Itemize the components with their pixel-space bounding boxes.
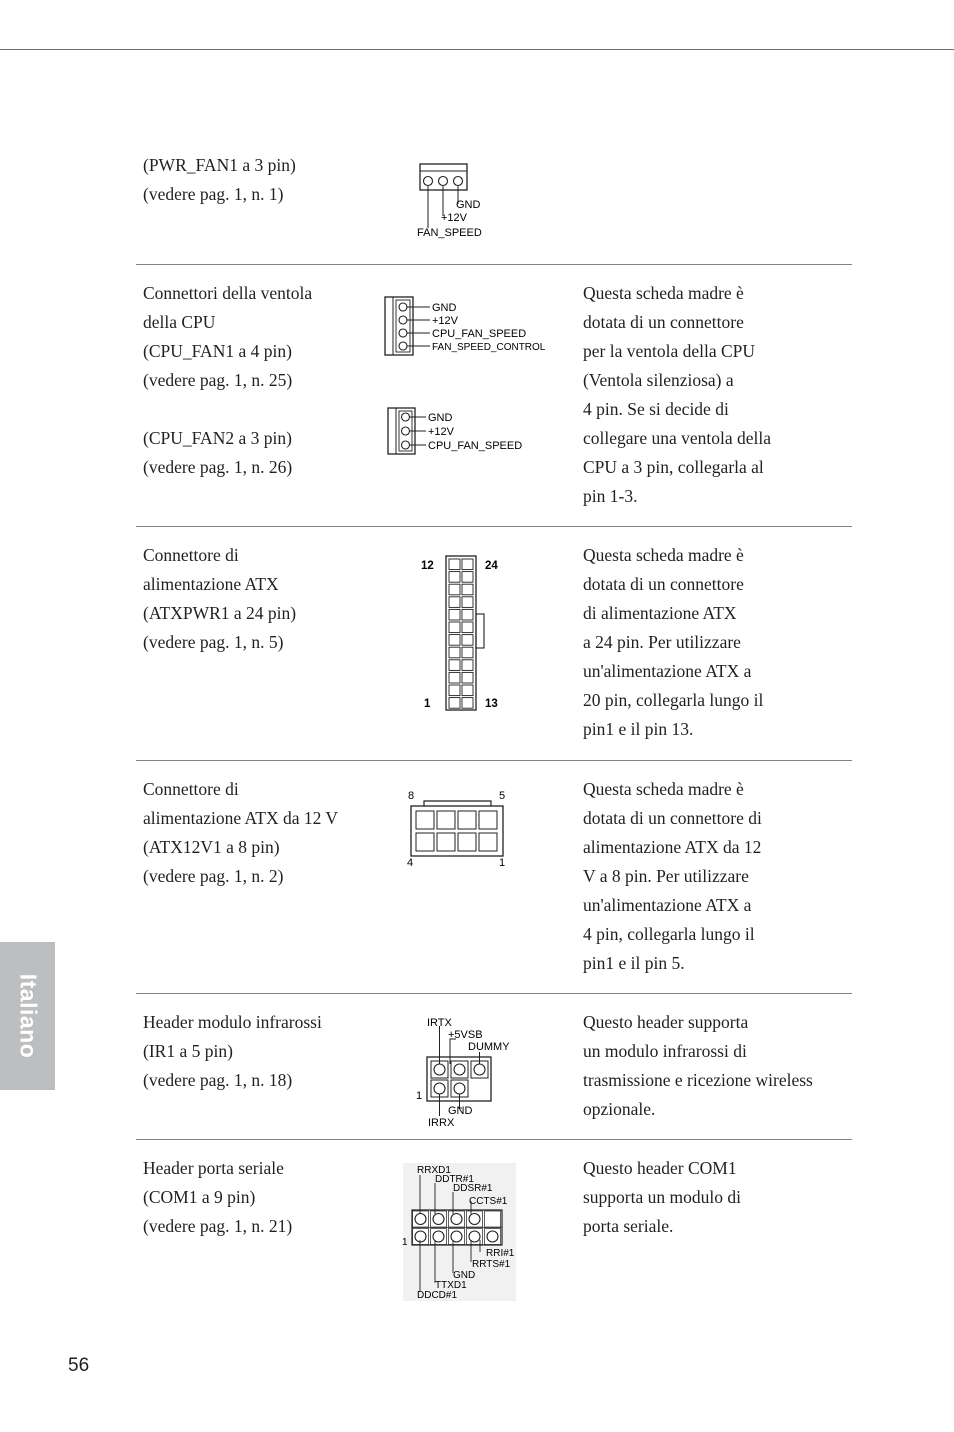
atx24-pin <box>449 660 460 671</box>
pin-label: FAN_SPEED <box>417 227 482 239</box>
com1-pinout-diagram <box>395 1161 520 1303</box>
pin-label: TTXD1 <box>435 1280 467 1291</box>
pin-number-label: 1 <box>424 698 431 710</box>
pin-number-label: 24 <box>485 560 498 572</box>
page-number: 56 <box>68 1355 90 1376</box>
com1-explanation: Questo header COM1 supporta un modulo di porta seriale. <box>583 1158 741 1236</box>
pwr-fan1-pinout-diagram <box>410 158 510 244</box>
pin-number-label: 5 <box>499 790 506 802</box>
pin-label: +12V <box>428 426 454 438</box>
atx24-pin <box>449 672 460 683</box>
atx12v-pin <box>416 833 434 851</box>
atxpwr1-pinout-diagram <box>415 552 510 716</box>
atx12v-pin <box>458 833 476 851</box>
pin-label: CPU_FAN_SPEED <box>428 440 523 452</box>
pin-label: FAN_SPEED_CONTROL <box>432 342 546 353</box>
atx24-pin <box>449 597 460 608</box>
pin-label: +12V <box>432 315 458 327</box>
atx12v1-description: Connettore di alimentazione ATX da 12 V (ATX12V1 a 8 pin) (vedere pag. 1, n. 2) <box>143 779 339 886</box>
atx12v-pin <box>437 811 455 829</box>
atx24-pin <box>449 635 460 646</box>
cpu-fan2-pinout-diagram <box>380 402 530 460</box>
atx24-pin <box>449 584 460 595</box>
atx24-pin <box>462 572 473 583</box>
pin-label: RRI#1 <box>486 1248 515 1259</box>
ir1-explanation: Questo header supporta un modulo infrarossi di trasmissione e ricezione wireless opzionale. <box>583 1012 813 1119</box>
atx24-pin <box>462 685 473 696</box>
atx24-pin <box>449 559 460 570</box>
pin-label: DDCD#1 <box>417 1290 458 1301</box>
pin-label: GND <box>432 302 457 314</box>
cpu-fan1-pinout-diagram <box>380 292 552 360</box>
pin-label: IRRX <box>428 1117 455 1129</box>
pin-number-label: 1 <box>402 1237 408 1248</box>
pin-label: CPU_FAN_SPEED <box>432 328 527 340</box>
atx24-pin <box>449 572 460 583</box>
atx24-pin <box>462 609 473 620</box>
atx24-pin <box>462 559 473 570</box>
pin-label: CCTS#1 <box>469 1196 508 1207</box>
atx24-pin <box>462 660 473 671</box>
atx24-pin <box>449 685 460 696</box>
language-side-tab <box>0 942 55 1090</box>
pin-number-label: 1 <box>499 857 506 869</box>
pin-number-label: 8 <box>408 790 415 802</box>
pin-label: +12V <box>441 212 467 224</box>
atx12v-pin <box>479 833 497 851</box>
pin-label: GND <box>428 412 453 424</box>
pin-label: GND <box>456 199 481 211</box>
pin-label: DUMMY <box>468 1041 510 1053</box>
pin-label: GND <box>453 1270 476 1281</box>
section-divider <box>136 264 852 265</box>
section-divider <box>136 526 852 527</box>
atx24-pin <box>462 698 473 709</box>
atx24-pin <box>449 622 460 633</box>
pin-number-label: 1 <box>416 1090 423 1102</box>
pwr-fan1-description: (PWR_FAN1 a 3 pin) (vedere pag. 1, n. 1) <box>143 155 296 204</box>
atx24-pin <box>462 635 473 646</box>
atx12v1-explanation: Questa scheda madre è dotata di un connettore di alimentazione ATX da 12 V a 8 pin. Per utilizzare un'alimentazione ATX a 4 pin, collegarla lungo il pin1 e il pin 5. <box>583 779 762 973</box>
pin-label: RRTS#1 <box>472 1259 511 1270</box>
atx24-pin <box>449 647 460 658</box>
atx12v-pin <box>479 811 497 829</box>
pin-number-label: 12 <box>421 560 434 572</box>
atx24-pin <box>462 584 473 595</box>
section-divider <box>136 1139 852 1140</box>
atx24-pin <box>449 609 460 620</box>
atx24-pin <box>449 698 460 709</box>
atxpwr1-description: Connettore di alimentazione ATX (ATXPWR1 a 24 pin) (vedere pag. 1, n. 5) <box>143 545 297 652</box>
atx24-pin <box>462 597 473 608</box>
atx12v1-pinout-diagram <box>400 785 518 873</box>
pin-label: DDSR#1 <box>453 1183 493 1194</box>
ir1-description: Header modulo infrarossi (IR1 a 5 pin) (vedere pag. 1, n. 18) <box>143 1012 322 1090</box>
atx24-pin <box>462 622 473 633</box>
com1-description: Header porta seriale (COM1 a 9 pin) (vedere pag. 1, n. 21) <box>143 1158 293 1236</box>
atx12v-pin <box>458 811 476 829</box>
cpu-fan-description: Connettori della ventola della CPU (CPU_FAN1 a 4 pin) (vedere pag. 1, n. 25) (CPU_FAN2 a 3 pin) (vedere pag. 1, n. 26) <box>143 283 313 477</box>
atx24-pin <box>462 647 473 658</box>
pin-label: +5VSB <box>448 1029 483 1041</box>
language-tab-label: Italiano <box>15 973 41 1059</box>
cpu-fan-explanation: Questa scheda madre è dotata di un connettore per la ventola della CPU (Ventola silenziosa) a 4 pin. Se si decide di collegare una ventola della CPU a 3 pin, collegarla al pin 1-3. <box>583 283 772 506</box>
atx12v-pin <box>416 811 434 829</box>
section-divider <box>136 760 852 761</box>
pin-label: GND <box>448 1105 473 1117</box>
ir1-pinout-diagram <box>410 1012 520 1130</box>
section-divider <box>136 993 852 994</box>
atx24-pin <box>462 672 473 683</box>
pin-label: IRTX <box>427 1017 452 1029</box>
atxpwr1-explanation: Questa scheda madre è dotata di un connettore di alimentazione ATX a 24 pin. Per utilizzare un'alimentazione ATX a 20 pin, collegarla lungo il pin1 e il pin 13. <box>583 545 764 739</box>
pin-number-label: 4 <box>407 857 414 869</box>
atx12v-pin <box>437 833 455 851</box>
pin-number-label: 13 <box>485 698 498 710</box>
pin-label: DDTR#1 <box>435 1174 474 1185</box>
top-rule <box>0 49 954 50</box>
pin-label: RRXD1 <box>417 1165 451 1176</box>
